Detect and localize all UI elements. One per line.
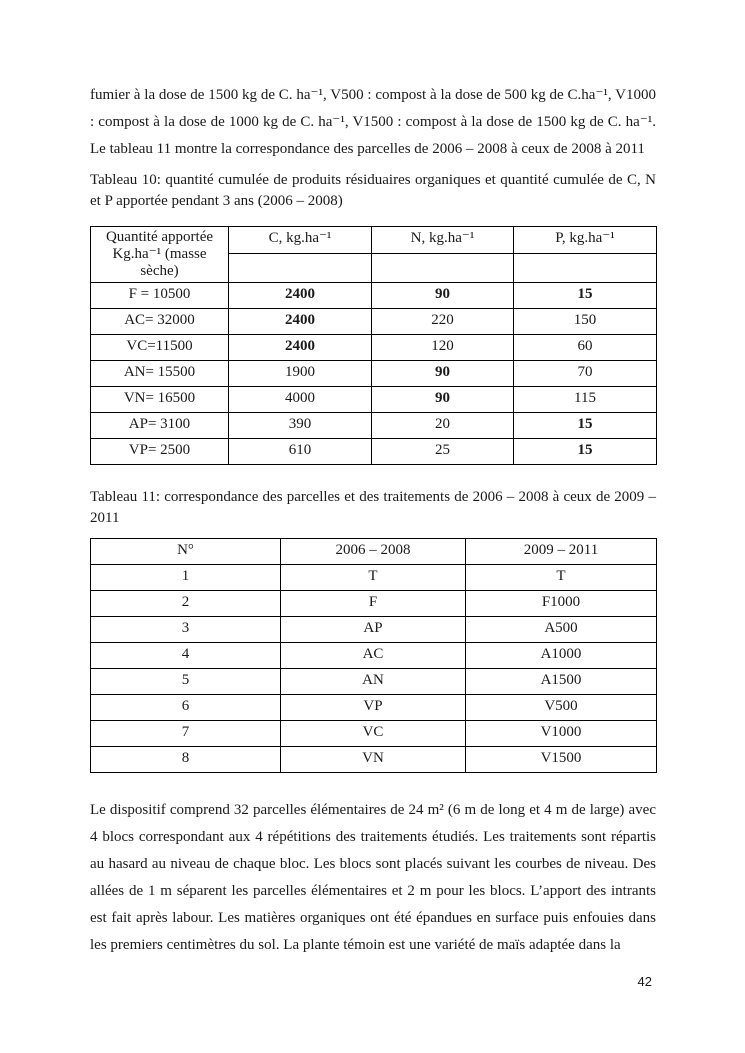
table-row	[91, 283, 657, 309]
table-cell: 390	[229, 413, 372, 439]
table-row	[91, 361, 657, 387]
table-cell: AP= 3100	[91, 413, 229, 439]
table-cell: 1	[91, 565, 281, 591]
table10-caption: Tableau 10: quantité cumulée de produits résiduaires organiques et quantité cumulée de C, N et P apportée pendant 3 ans (2006 – 2008)	[90, 172, 656, 209]
table-cell: VP= 2500	[91, 439, 229, 465]
table-cell: A1500	[466, 669, 657, 695]
table-row	[91, 309, 657, 335]
table-cell: VC=11500	[91, 335, 229, 361]
page-number: 42	[637, 974, 652, 989]
table-cell: VP	[281, 695, 466, 721]
table-cell: 15	[514, 413, 657, 439]
intro-paragraph: fumier à la dose de 1500 kg de C. ha⁻¹, V500 : compost à la dose de 500 kg de C.ha⁻¹, V1000 : compost à la dose de 1000 kg de C. ha⁻¹, V1500 : compost à la dose de 1500 kg de C. ha⁻¹. Le tableau 11 montre la correspondance des parcelles de 2006 – 2008 à ceux de 2008 à 2011	[90, 87, 656, 157]
table-row	[91, 643, 657, 669]
empty-header-cell	[514, 253, 657, 282]
table-cell: 3	[91, 617, 281, 643]
table-cell: 90	[372, 361, 514, 387]
table10-col-header-n: N, kg.ha⁻¹	[372, 227, 514, 254]
table-cell: 6	[91, 695, 281, 721]
table-cell: V1000	[466, 721, 657, 747]
table11-col-header-2009-2011: 2009 – 2011	[466, 539, 657, 565]
table-cell: AC= 32000	[91, 309, 229, 335]
table-cell: 120	[372, 335, 514, 361]
table11-header-row	[91, 539, 657, 565]
table-row	[91, 439, 657, 465]
table11-caption: Tableau 11: correspondance des parcelles et des traitements de 2006 – 2008 à ceux de 2009 – 2011	[90, 489, 656, 526]
closing-paragraph: Le dispositif comprend 32 parcelles élémentaires de 24 m² (6 m de long et 4 m de large) avec 4 blocs correspondant aux 4 répétitions des traitements étudiés. Les traitements sont répartis au hasard au niveau de chaque bloc. Les blocs sont placés suivant les courbes de niveau. Des allées de 1 m séparent les parcelles élémentaires et 2 m pour les blocs. L’apport des intrants est fait après labour. Les matières organiques ont été épandues en surface puis enfouies dans les premiers centimètres du sol. La plante témoin est une variété de maïs adaptée dans la	[90, 802, 656, 953]
table-cell: 15	[514, 283, 657, 309]
table-cell: 150	[514, 309, 657, 335]
table-cell: T	[281, 565, 466, 591]
table-cell: 60	[514, 335, 657, 361]
table-row	[91, 387, 657, 413]
table10-col-header-p: P, kg.ha⁻¹	[514, 227, 657, 254]
table-cell: 20	[372, 413, 514, 439]
table-cell: VN= 16500	[91, 387, 229, 413]
table-cell: V500	[466, 695, 657, 721]
table-row	[91, 591, 657, 617]
table-cell: VC	[281, 721, 466, 747]
table-cell: T	[466, 565, 657, 591]
table-cell: F1000	[466, 591, 657, 617]
table-cell: AN	[281, 669, 466, 695]
table-cell: 7	[91, 721, 281, 747]
table-cell: 2400	[229, 309, 372, 335]
table-row	[91, 413, 657, 439]
table-cell: AN= 15500	[91, 361, 229, 387]
table-cell: 15	[514, 439, 657, 465]
table-cell: 90	[372, 387, 514, 413]
table-cell: AP	[281, 617, 466, 643]
table-cell: 5	[91, 669, 281, 695]
table-row	[91, 695, 657, 721]
table10	[90, 226, 657, 465]
table-row	[91, 747, 657, 773]
table-cell: 90	[372, 283, 514, 309]
table-cell: 4	[91, 643, 281, 669]
table-row	[91, 721, 657, 747]
table-cell: 70	[514, 361, 657, 387]
table10-col-header-c: C, kg.ha⁻¹	[229, 227, 372, 254]
table-row	[91, 617, 657, 643]
table10-header-row	[91, 227, 657, 254]
table-cell: AC	[281, 643, 466, 669]
table-cell: VN	[281, 747, 466, 773]
table-cell: A500	[466, 617, 657, 643]
table-cell: 2400	[229, 283, 372, 309]
table-row	[91, 335, 657, 361]
table-cell: 1900	[229, 361, 372, 387]
table-cell: 8	[91, 747, 281, 773]
table-cell: 115	[514, 387, 657, 413]
table-cell: 4000	[229, 387, 372, 413]
empty-header-cell	[229, 253, 372, 282]
empty-header-cell	[372, 253, 514, 282]
table-cell: 2400	[229, 335, 372, 361]
table-cell: A1000	[466, 643, 657, 669]
table-cell: V1500	[466, 747, 657, 773]
table11	[90, 538, 657, 773]
table10-quantity-header: Quantité apportée Kg.ha⁻¹ (masse sèche)	[91, 227, 229, 283]
table11-col-header-number: N°	[91, 539, 281, 565]
table-cell: 220	[372, 309, 514, 335]
table-cell: F	[281, 591, 466, 617]
table-cell: 610	[229, 439, 372, 465]
table-row	[91, 565, 657, 591]
table11-col-header-2006-2008: 2006 – 2008	[281, 539, 466, 565]
table-cell: 25	[372, 439, 514, 465]
table-cell: 2	[91, 591, 281, 617]
table-cell: F = 10500	[91, 283, 229, 309]
table-row	[91, 669, 657, 695]
